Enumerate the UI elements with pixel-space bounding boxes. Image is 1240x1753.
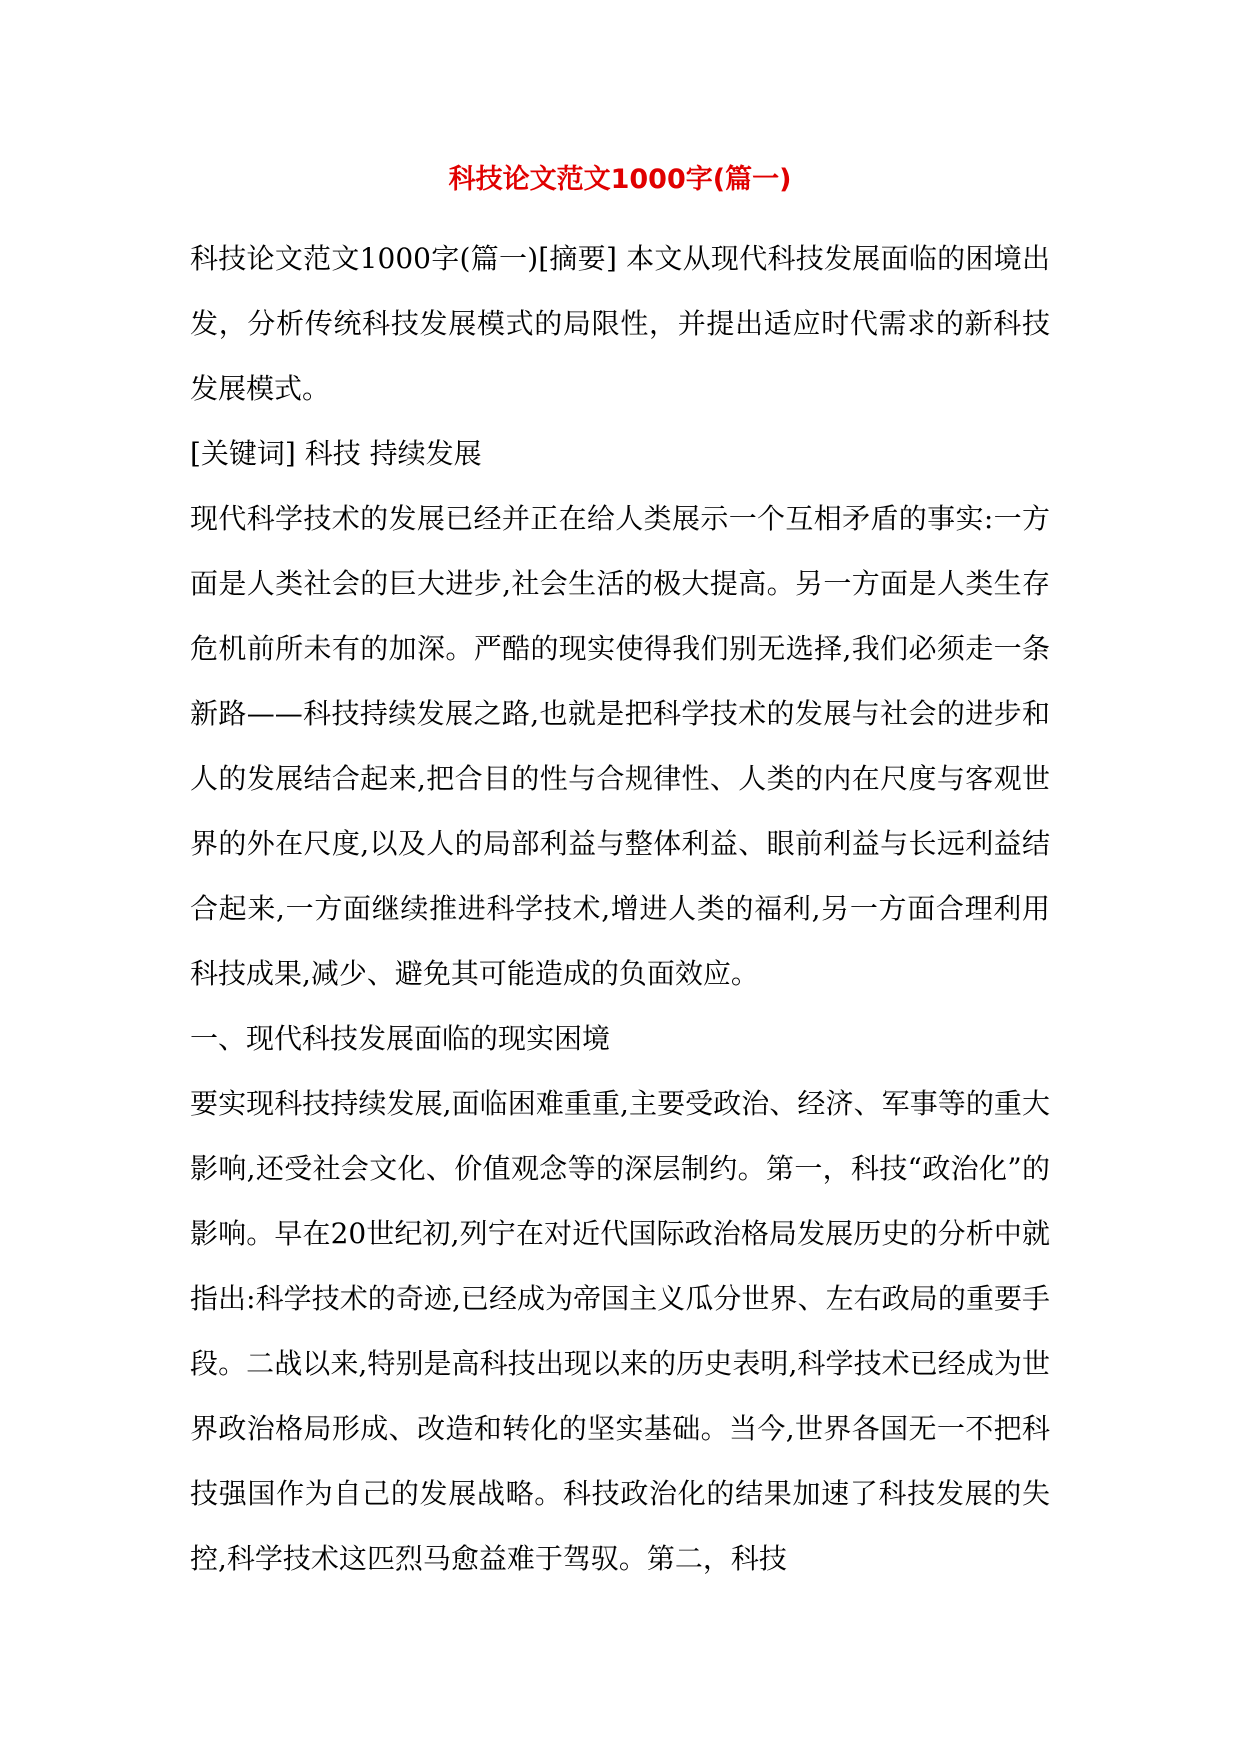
document-body — [190, 226, 1050, 1591]
keywords-paragraph: [关键词] 科技 持续发展 — [190, 437, 482, 470]
section-heading: 一、现代科技发展面临的现实困境 — [190, 1022, 611, 1055]
intro-paragraph: 现代科学技术的发展已经并正在给人类展示一个互相矛盾的事实:一方面是人类社会的巨大进步,社会生活的极大提高。另一方面是人类生存危机前所未有的加深。严酷的现实使得我们别无选择,我们必须走一条新路——科技持续发展之路,也就是把科学技术的发展与社会的进步和人的发展结合起来,把合目的性与合规律性、人类的内在尺度与客观世界的外在尺度,以及人的局部利益与整体利益、眼前利益与长远利益结合起来,一方面继续推进科学技术,增进人类的福利,另一方面合理利用科技成果,减少、避免其可能造成的负面效应。 — [190, 502, 1050, 990]
abstract-paragraph: 科技论文范文1000字(篇一)[摘要] 本文从现代科技发展面临的困境出发，分析传统科技发展模式的局限性，并提出适应时代需求的新科技发展模式。 — [190, 242, 1050, 405]
section-paragraph: 要实现科技持续发展,面临困难重重,主要受政治、经济、军事等的重大影响,还受社会文化、价值观念等的深层制约。第一，科技“政治化”的影响。早在20世纪初,列宁在对近代国际政治格局发展历史的分析中就指出:科学技术的奇迹,已经成为帝国主义瓜分世界、左右政局的重要手段。二战以来,特别是高科技出现以来的历史表明,科学技术已经成为世界政治格局形成、改造和转化的坚实基础。当今,世界各国无一不把科技强国作为自己的发展战略。科技政治化的结果加速了科技发展的失控,科学技术这匹烈马愈益难于驾驭。第二，科技 — [190, 1087, 1050, 1575]
document-title: 科技论文范文1000字(篇一) — [448, 164, 792, 195]
